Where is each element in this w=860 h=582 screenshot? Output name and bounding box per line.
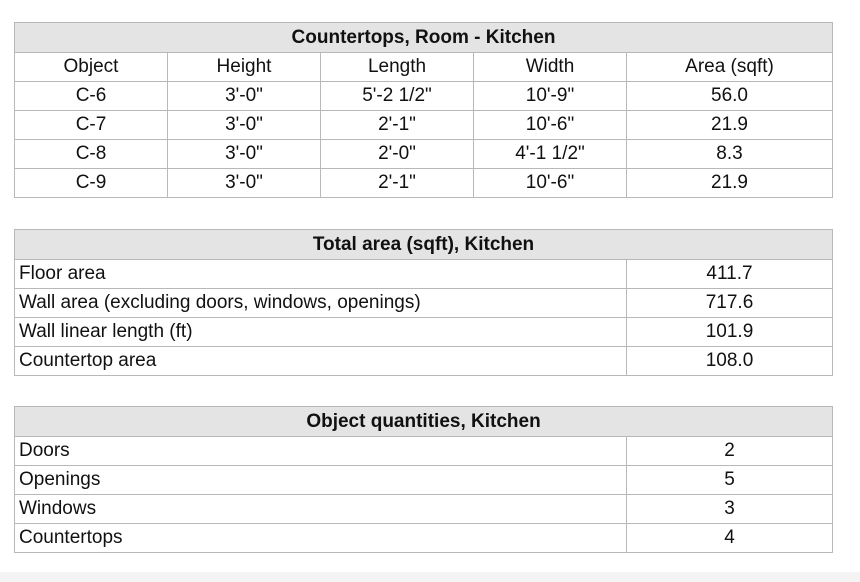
column-header-width: Width xyxy=(474,53,627,82)
cell-metric-value: 717.6 xyxy=(627,289,833,318)
cell-height: 3'-0" xyxy=(168,111,321,140)
total-area-table-title: Total area (sqft), Kitchen xyxy=(15,230,833,260)
column-header-object: Object xyxy=(15,53,168,82)
cell-length: 2'-1" xyxy=(321,169,474,198)
cell-area: 56.0 xyxy=(627,82,833,111)
table-title-row xyxy=(15,230,833,260)
cell-metric-value: 108.0 xyxy=(627,347,833,376)
table-row xyxy=(15,524,833,553)
cell-metric-label: Floor area xyxy=(15,260,627,289)
table-row xyxy=(15,466,833,495)
cell-object-type: Doors xyxy=(15,437,627,466)
cell-width: 4'-1 1/2" xyxy=(474,140,627,169)
table-row xyxy=(15,289,833,318)
table-row xyxy=(15,318,833,347)
cell-metric-label: Countertop area xyxy=(15,347,627,376)
column-header-height: Height xyxy=(168,53,321,82)
column-header-area: Area (sqft) xyxy=(627,53,833,82)
table-row xyxy=(15,495,833,524)
cell-object: C-6 xyxy=(15,82,168,111)
column-header-length: Length xyxy=(321,53,474,82)
cell-quantity: 4 xyxy=(627,524,833,553)
cell-object: C-7 xyxy=(15,111,168,140)
cell-length: 2'-1" xyxy=(321,111,474,140)
countertops-table-title: Countertops, Room - Kitchen xyxy=(15,23,833,53)
table-row xyxy=(15,140,833,169)
cell-metric-value: 101.9 xyxy=(627,318,833,347)
table-row xyxy=(15,111,833,140)
cell-metric-label: Wall area (excluding doors, windows, openings) xyxy=(15,289,627,318)
cell-metric-label: Wall linear length (ft) xyxy=(15,318,627,347)
cell-object-type: Openings xyxy=(15,466,627,495)
page-footer-band xyxy=(0,572,860,582)
cell-height: 3'-0" xyxy=(168,140,321,169)
table-row xyxy=(15,437,833,466)
cell-area: 8.3 xyxy=(627,140,833,169)
cell-area: 21.9 xyxy=(627,111,833,140)
cell-width: 10'-6" xyxy=(474,169,627,198)
cell-quantity: 5 xyxy=(627,466,833,495)
cell-height: 3'-0" xyxy=(168,169,321,198)
table-row xyxy=(15,260,833,289)
table-row xyxy=(15,347,833,376)
cell-length: 2'-0" xyxy=(321,140,474,169)
cell-object-type: Windows xyxy=(15,495,627,524)
cell-width: 10'-6" xyxy=(474,111,627,140)
table-row xyxy=(15,169,833,198)
cell-object: C-8 xyxy=(15,140,168,169)
table-title-row xyxy=(15,23,833,53)
table-title-row xyxy=(15,407,833,437)
cell-length: 5'-2 1/2" xyxy=(321,82,474,111)
countertops-table xyxy=(14,22,833,198)
total-area-table xyxy=(14,229,833,376)
object-quantities-table xyxy=(14,406,833,553)
cell-area: 21.9 xyxy=(627,169,833,198)
cell-object: C-9 xyxy=(15,169,168,198)
object-quantities-table-title: Object quantities, Kitchen xyxy=(15,407,833,437)
cell-quantity: 2 xyxy=(627,437,833,466)
cell-width: 10'-9" xyxy=(474,82,627,111)
cell-height: 3'-0" xyxy=(168,82,321,111)
cell-object-type: Countertops xyxy=(15,524,627,553)
header-row xyxy=(15,53,833,82)
cell-metric-value: 411.7 xyxy=(627,260,833,289)
table-row xyxy=(15,82,833,111)
cell-quantity: 3 xyxy=(627,495,833,524)
